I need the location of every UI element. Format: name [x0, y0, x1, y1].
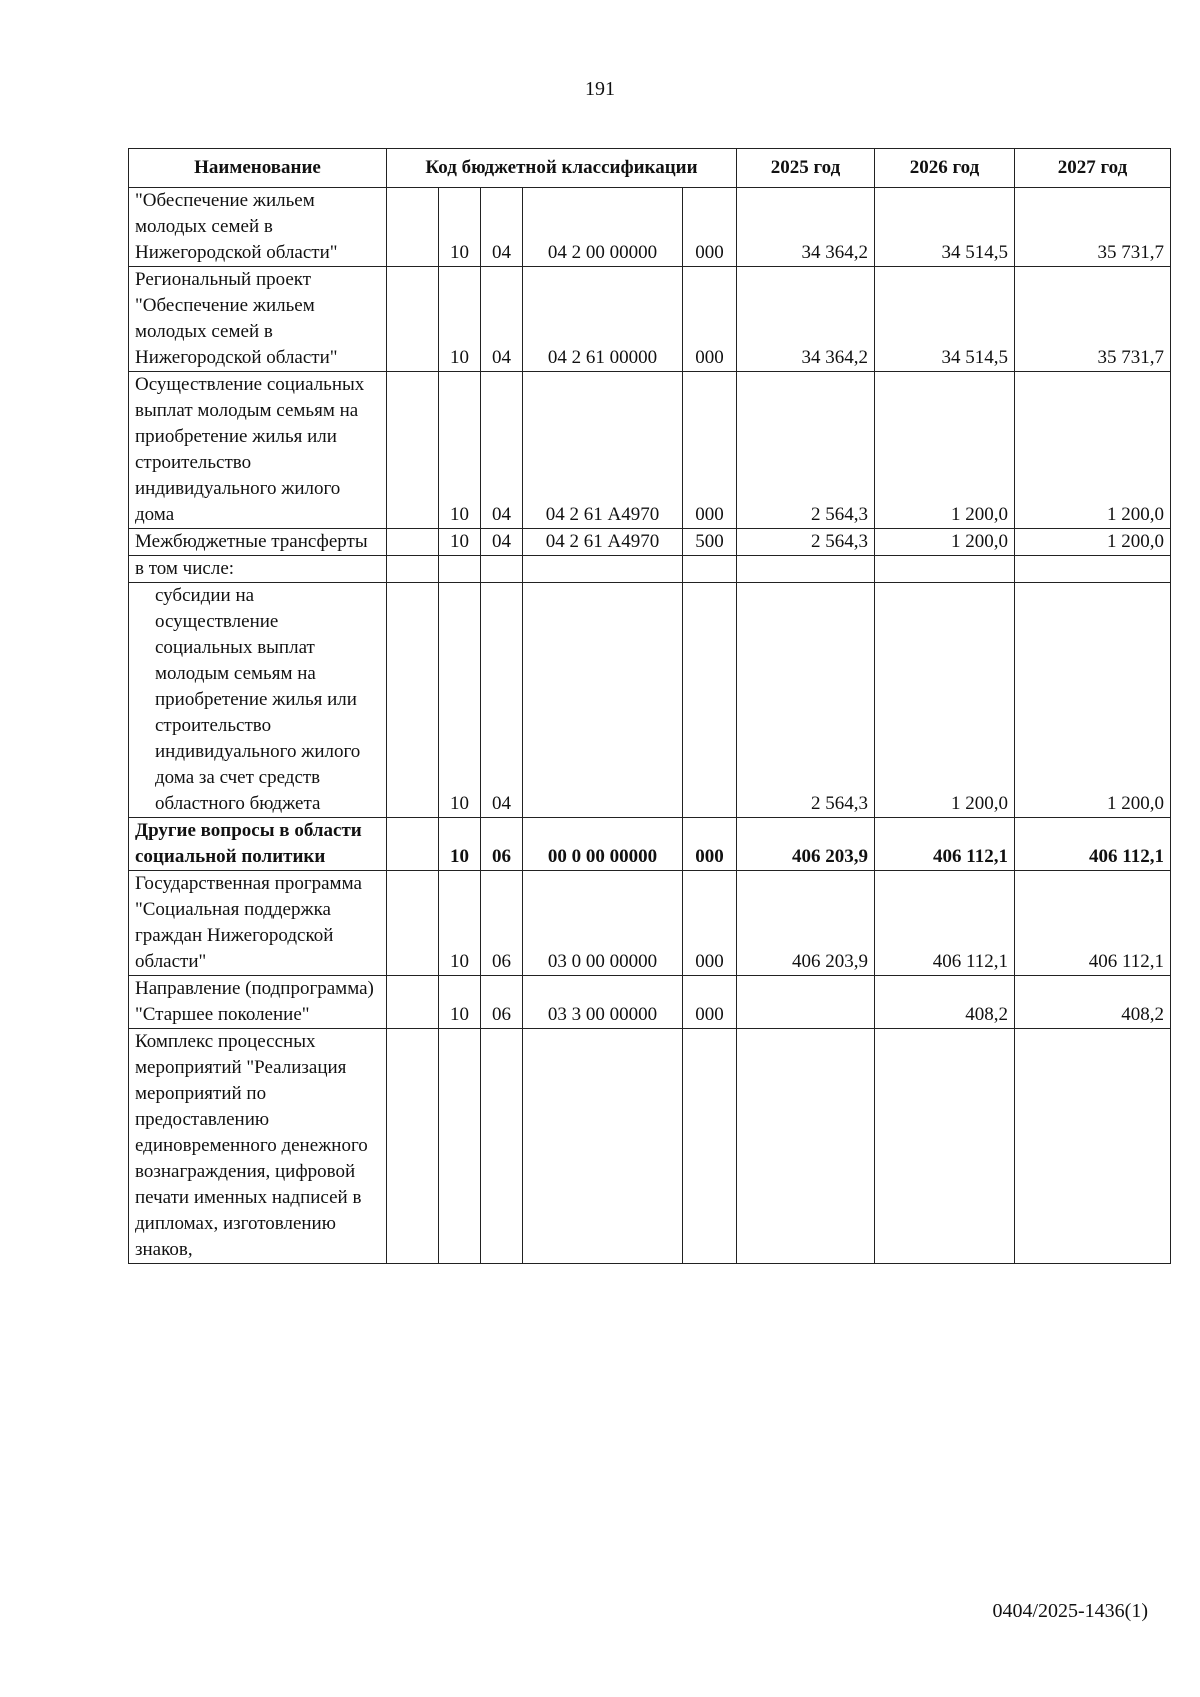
- row-2025: 406 203,9: [737, 818, 875, 871]
- header-code: Код бюджетной классификации: [387, 149, 737, 188]
- row-2027: 1 200,0: [1015, 372, 1171, 529]
- table-row: [129, 583, 1171, 818]
- row-2026: 34 514,5: [875, 267, 1015, 372]
- row-2025: [737, 556, 875, 583]
- row-2025: [737, 976, 875, 1029]
- row-spacer: [387, 529, 439, 556]
- row-rz: [439, 1029, 481, 1264]
- row-vr: [683, 583, 737, 818]
- row-pr: [481, 1029, 523, 1264]
- row-2025: 2 564,3: [737, 583, 875, 818]
- row-csr: [523, 556, 683, 583]
- row-2027: 408,2: [1015, 976, 1171, 1029]
- row-spacer: [387, 583, 439, 818]
- table-row: [129, 556, 1171, 583]
- row-vr: [683, 1029, 737, 1264]
- row-vr: 000: [683, 976, 737, 1029]
- row-vr: 000: [683, 188, 737, 267]
- row-pr: [481, 556, 523, 583]
- document-code: 0404/2025-1436(1): [992, 1600, 1148, 1622]
- row-spacer: [387, 1029, 439, 1264]
- row-pr: 04: [481, 188, 523, 267]
- table-row: [129, 871, 1171, 976]
- row-2027: 1 200,0: [1015, 583, 1171, 818]
- row-spacer: [387, 818, 439, 871]
- budget-table: [128, 148, 1171, 1264]
- row-2026: 34 514,5: [875, 188, 1015, 267]
- row-vr: 000: [683, 372, 737, 529]
- row-csr: 04 2 61 А4970: [523, 529, 683, 556]
- row-2025: 2 564,3: [737, 372, 875, 529]
- row-name: Другие вопросы в области социальной политики: [129, 818, 387, 871]
- header-2026: 2026 год: [875, 149, 1015, 188]
- row-2026: 408,2: [875, 976, 1015, 1029]
- row-rz: 10: [439, 583, 481, 818]
- row-csr: 04 2 61 00000: [523, 267, 683, 372]
- row-name: Региональный проект "Обеспечение жильем молодых семей в Нижегородской области": [129, 267, 387, 372]
- header-name: Наименование: [129, 149, 387, 188]
- table-header-row: [129, 149, 1171, 188]
- row-csr: 00 0 00 00000: [523, 818, 683, 871]
- row-csr: [523, 583, 683, 818]
- row-name: "Обеспечение жильем молодых семей в Нижегородской области": [129, 188, 387, 267]
- row-name: Комплекс процессных мероприятий "Реализация мероприятий по предоставлению единовременного денежного вознаграждения, цифровой печати именных надписей в дипломах, изготовлению знаков,: [129, 1029, 387, 1264]
- table-row-section: [129, 818, 1171, 871]
- row-2027: 35 731,7: [1015, 267, 1171, 372]
- row-spacer: [387, 188, 439, 267]
- table-row: [129, 529, 1171, 556]
- row-2025: 2 564,3: [737, 529, 875, 556]
- table-row: [129, 976, 1171, 1029]
- row-pr: 06: [481, 818, 523, 871]
- row-name: Осуществление социальных выплат молодым семьям на приобретение жилья или строительство индивидуального жилого дома: [129, 372, 387, 529]
- row-pr: 04: [481, 583, 523, 818]
- row-2027: 1 200,0: [1015, 529, 1171, 556]
- row-name: в том числе:: [129, 556, 387, 583]
- row-spacer: [387, 871, 439, 976]
- row-rz: 10: [439, 188, 481, 267]
- row-name: Направление (подпрограмма) "Старшее поколение": [129, 976, 387, 1029]
- row-csr: [523, 1029, 683, 1264]
- row-vr: 000: [683, 871, 737, 976]
- page-number: 191: [585, 78, 615, 100]
- row-2025: 34 364,2: [737, 188, 875, 267]
- row-2027: 406 112,1: [1015, 818, 1171, 871]
- row-2026: 1 200,0: [875, 529, 1015, 556]
- row-2027: 35 731,7: [1015, 188, 1171, 267]
- row-vr: [683, 556, 737, 583]
- row-2026: [875, 1029, 1015, 1264]
- header-2027: 2027 год: [1015, 149, 1171, 188]
- row-spacer: [387, 556, 439, 583]
- row-rz: 10: [439, 871, 481, 976]
- row-2026: 406 112,1: [875, 818, 1015, 871]
- row-2025: [737, 1029, 875, 1264]
- header-2025: 2025 год: [737, 149, 875, 188]
- row-2026: 1 200,0: [875, 372, 1015, 529]
- row-rz: [439, 556, 481, 583]
- row-2027: [1015, 1029, 1171, 1264]
- row-vr: 500: [683, 529, 737, 556]
- row-csr: 03 3 00 00000: [523, 976, 683, 1029]
- row-vr: 000: [683, 818, 737, 871]
- table-row: [129, 1029, 1171, 1264]
- row-spacer: [387, 267, 439, 372]
- row-rz: 10: [439, 818, 481, 871]
- row-name-cell: [129, 583, 387, 818]
- row-spacer: [387, 976, 439, 1029]
- row-2025: 34 364,2: [737, 267, 875, 372]
- row-2025: 406 203,9: [737, 871, 875, 976]
- row-pr: 06: [481, 871, 523, 976]
- row-spacer: [387, 372, 439, 529]
- row-rz: 10: [439, 267, 481, 372]
- row-2026: 406 112,1: [875, 871, 1015, 976]
- table-row: [129, 188, 1171, 267]
- row-name: Государственная программа "Социальная поддержка граждан Нижегородской области": [129, 871, 387, 976]
- row-2026: 1 200,0: [875, 583, 1015, 818]
- row-pr: 04: [481, 372, 523, 529]
- row-2027: 406 112,1: [1015, 871, 1171, 976]
- row-name: Межбюджетные трансферты: [129, 529, 387, 556]
- row-rz: 10: [439, 976, 481, 1029]
- row-pr: 04: [481, 529, 523, 556]
- row-rz: 10: [439, 372, 481, 529]
- row-2026: [875, 556, 1015, 583]
- table-row: [129, 372, 1171, 529]
- table-row: [129, 267, 1171, 372]
- row-pr: 06: [481, 976, 523, 1029]
- row-2027: [1015, 556, 1171, 583]
- row-pr: 04: [481, 267, 523, 372]
- row-csr: 03 0 00 00000: [523, 871, 683, 976]
- row-csr: 04 2 61 А4970: [523, 372, 683, 529]
- row-rz: 10: [439, 529, 481, 556]
- row-name: субсидии на осуществление социальных выплат молодым семьям на приобретение жилья или строительство индивидуального жилого дома за счет средств областного бюджета: [155, 585, 361, 814]
- row-vr: 000: [683, 267, 737, 372]
- row-csr: 04 2 00 00000: [523, 188, 683, 267]
